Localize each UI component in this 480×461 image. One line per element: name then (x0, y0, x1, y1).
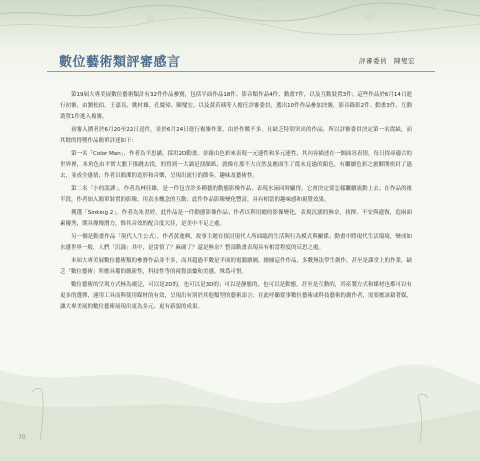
page-number: 70 (18, 434, 26, 441)
paragraph: 第二名「小的誤謬」，作者為林佳雄，是一件包含許多種藝的動態影像作品，表現水滴同時顯得，它會決定要怎樣繼續流動上去；在作品的後半段，作者加入簡單裝置的影像，用表水概念的互動；此件作品影像變化豐富，具有相當的趣味感和視覺效果。 (60, 186, 412, 203)
paragraph: 第19屆大專美展數位藝術類計有32件作品參賽，包括平面作品18件、影音類作品4件、動畫7件，以及互動裝置3件；這些作品於6月14日進行初審，由劉松伯、王嘉良、姚村雄、孔慶璋、陳燮宏、以及黃若瑀等人擔任評審委員，選出10件作品參加決審，影音錄影2件、動畫3件、互動裝置1件進入複審。 (60, 92, 412, 120)
reviewer-name: 評審委員 陳燮宏 (359, 57, 415, 65)
footer-decoration (0, 330, 480, 461)
header-decoration (0, 0, 480, 50)
article-body (60, 90, 412, 315)
paragraph: 另一個是動畫作品「現代人生公式」，作者黃逸興，故事主題在探討現代人所面臨的生活與行為模式與關係；動畫中將現代生活環境，變成如水感世界一般，人們「沉淪」其中，是雷情了？麻庸了？還是無奈？整部動畫表現具有相當程度的反思之處。 (60, 234, 412, 251)
paragraph: 第一名「Color Man」，作者為羊思涵，採用2D動畫，並藉由色彩來表現一元連性和多元連性，其內容描述在一個面容表情，每日找尋適合的世界裡，本角色由平實大膽下推跳去找，的得到一大調是找顏紙，就像在那不大自然及應面生了從未見過的顏色，有繼續色彩之旅解開密封了過去，並成全感情；作者以簡潔的造形和音樂，呈現出流行的節奏，趣味及藝術性。 (60, 151, 412, 179)
paragraph: 本屆大專美展數位藝術類的參賽作品並不多，而其超過半數是平面的電腦繪圖，繪圖這件作品，多數無法學生創作，甚至是課堂上的作業，缺乏「數位藝術」所應具備的創新性，科技性等的視覺語彙和美感，殊爲可惜。 (60, 258, 413, 275)
paragraph: 初審入圍者於6月20至22日送件，並於6月24日進行複審作業，由於作數不多，且缺乏特別突出的作品，所以評審委員決定第一名從缺，而其餘的得獎作品簡單評述如下： (60, 127, 412, 144)
paragraph: 數位藝術的呈現方式極為廣泛，可以是2D的，也可以是3D的；可以是靜態的，也可以是動態，甚至是互動的，其產製方式和媒材也都可以有更多的選擇，運用工具而與使用媒材的有效，呈現出有別於其他類型的藝術語言；在此呼籲從事數位藝術或科技藝術的創作者，需要應該藉著媒，讓大專美展的數位藝術展現出更為多元、更有新貌的成果。 (60, 282, 413, 310)
page-title: 數位藝術類評審感言 (59, 55, 181, 70)
title-bar (47, 49, 435, 72)
paragraph: 獲選「Sinking 2」，作者為朱書婷，此作品是一件動態影像作品；作者以利用總的影像變化，表現沉溺的無奈，抉擇、不安與遺復，造兩面素優秀，期具像慢潛力，惟其音效的配合度欠佳，是美中不足之處。 (60, 210, 412, 227)
